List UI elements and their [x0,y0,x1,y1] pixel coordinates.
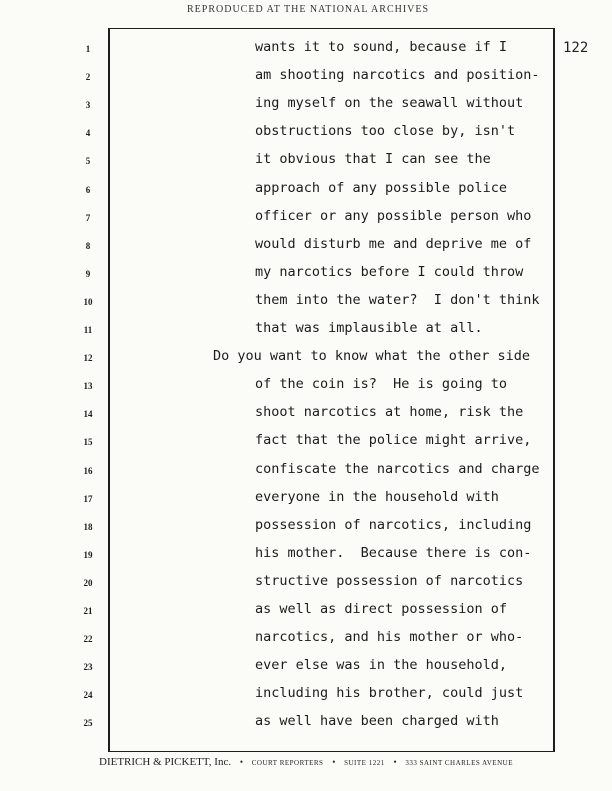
line-number: 20 [83,577,93,588]
line-text: that was implausible at all. [255,320,483,336]
transcript-line [0,402,612,430]
transcript-line [0,683,612,711]
line-number: 2 [85,72,91,83]
line-number: 8 [85,240,91,251]
footer-company: DIETRICH & PICKETT, Inc. [99,756,232,768]
line-number: 25 [83,718,93,729]
line-text: my narcotics before I could throw [255,263,524,280]
transcript-line [0,487,612,515]
line-number: 14 [83,409,93,420]
line-text: confiscate the narcotics and charge [255,460,540,477]
transcript-line [0,206,612,234]
transcript-line [0,93,612,121]
transcript-line [0,543,612,571]
line-number: 3 [85,100,91,111]
line-text: obstructions too close by, isn't [255,123,516,140]
transcript-line [0,262,612,290]
footer-separator: • [393,757,397,767]
line-text: his mother. Because there is con- [255,544,532,561]
line-text: structive possession of narcotics [255,572,524,589]
line-number: 7 [85,212,91,223]
line-number: 13 [83,381,93,392]
line-number: 18 [83,521,93,532]
line-number: 16 [83,465,93,476]
line-text: ing myself on the seawall without [255,95,524,112]
transcript-line [0,149,612,177]
line-text: as well as direct possession of [255,601,507,617]
transcript-line [0,711,612,739]
line-text: ever else was in the household, [255,657,507,674]
court-reporter-footer [0,756,612,768]
line-text: would disturb me and deprive me of [255,235,532,252]
transcript-line [0,627,612,655]
line-text: Do you want to know what the other side [213,348,530,365]
line-text: everyone in the household with [255,488,499,505]
transcript-line [0,459,612,487]
line-number: 1 [85,44,91,54]
transcript-line [0,178,612,206]
page-number: 122 [563,40,589,56]
line-text: it obvious that I can see the [255,151,491,168]
line-number: 23 [83,662,93,673]
footer-separator: • [239,757,244,767]
transcript-line [0,655,612,683]
line-text: narcotics, and his mother or who- [255,629,524,646]
line-number: 17 [83,493,93,504]
line-text: as well have been charged with [255,713,499,730]
transcript-line [0,234,612,262]
transcript-line [0,515,612,543]
footer-separator: • [332,757,336,767]
transcript-line [0,430,612,458]
line-text: them into the water? I don't think [255,291,540,308]
transcript-line [0,65,612,93]
line-text: shoot narcotics at home, risk the [255,404,524,421]
line-text: possession of narcotics, including [255,516,532,533]
line-number: 5 [85,156,91,167]
line-number: 19 [83,549,93,560]
line-number: 9 [85,268,91,279]
line-text: including his brother, could just [255,685,524,702]
transcript-line [0,37,612,65]
line-number: 12 [83,353,93,364]
line-number: 15 [83,437,93,448]
footer-address: 333 SAINT CHARLES AVENUE [405,759,513,767]
line-number: 24 [83,690,93,701]
transcript-line [0,599,612,627]
transcript-line [0,374,612,402]
transcript-line [0,571,612,599]
line-number: 6 [85,184,91,195]
footer-suite: SUITE 1221 [344,759,385,767]
transcript-line [0,346,612,374]
transcript-line [0,121,612,149]
footer-role: COURT REPORTERS [251,759,324,767]
line-text: of the coin is? He is going to [255,376,507,393]
line-text: am shooting narcotics and position- [255,67,540,84]
transcript-line [0,290,612,318]
archive-header: REPRODUCED AT THE NATIONAL ARCHIVES [187,4,430,15]
transcript-line [0,318,612,346]
line-text: officer or any possible person who [255,207,532,224]
line-text: wants it to sound, because if I [255,39,507,55]
line-text: approach of any possible police [255,179,507,196]
line-text: fact that the police might arrive, [255,432,532,449]
line-number: 4 [85,128,91,139]
line-number: 22 [83,634,93,645]
line-number: 10 [83,296,93,307]
line-number: 21 [83,606,93,616]
line-number: 11 [83,325,93,335]
